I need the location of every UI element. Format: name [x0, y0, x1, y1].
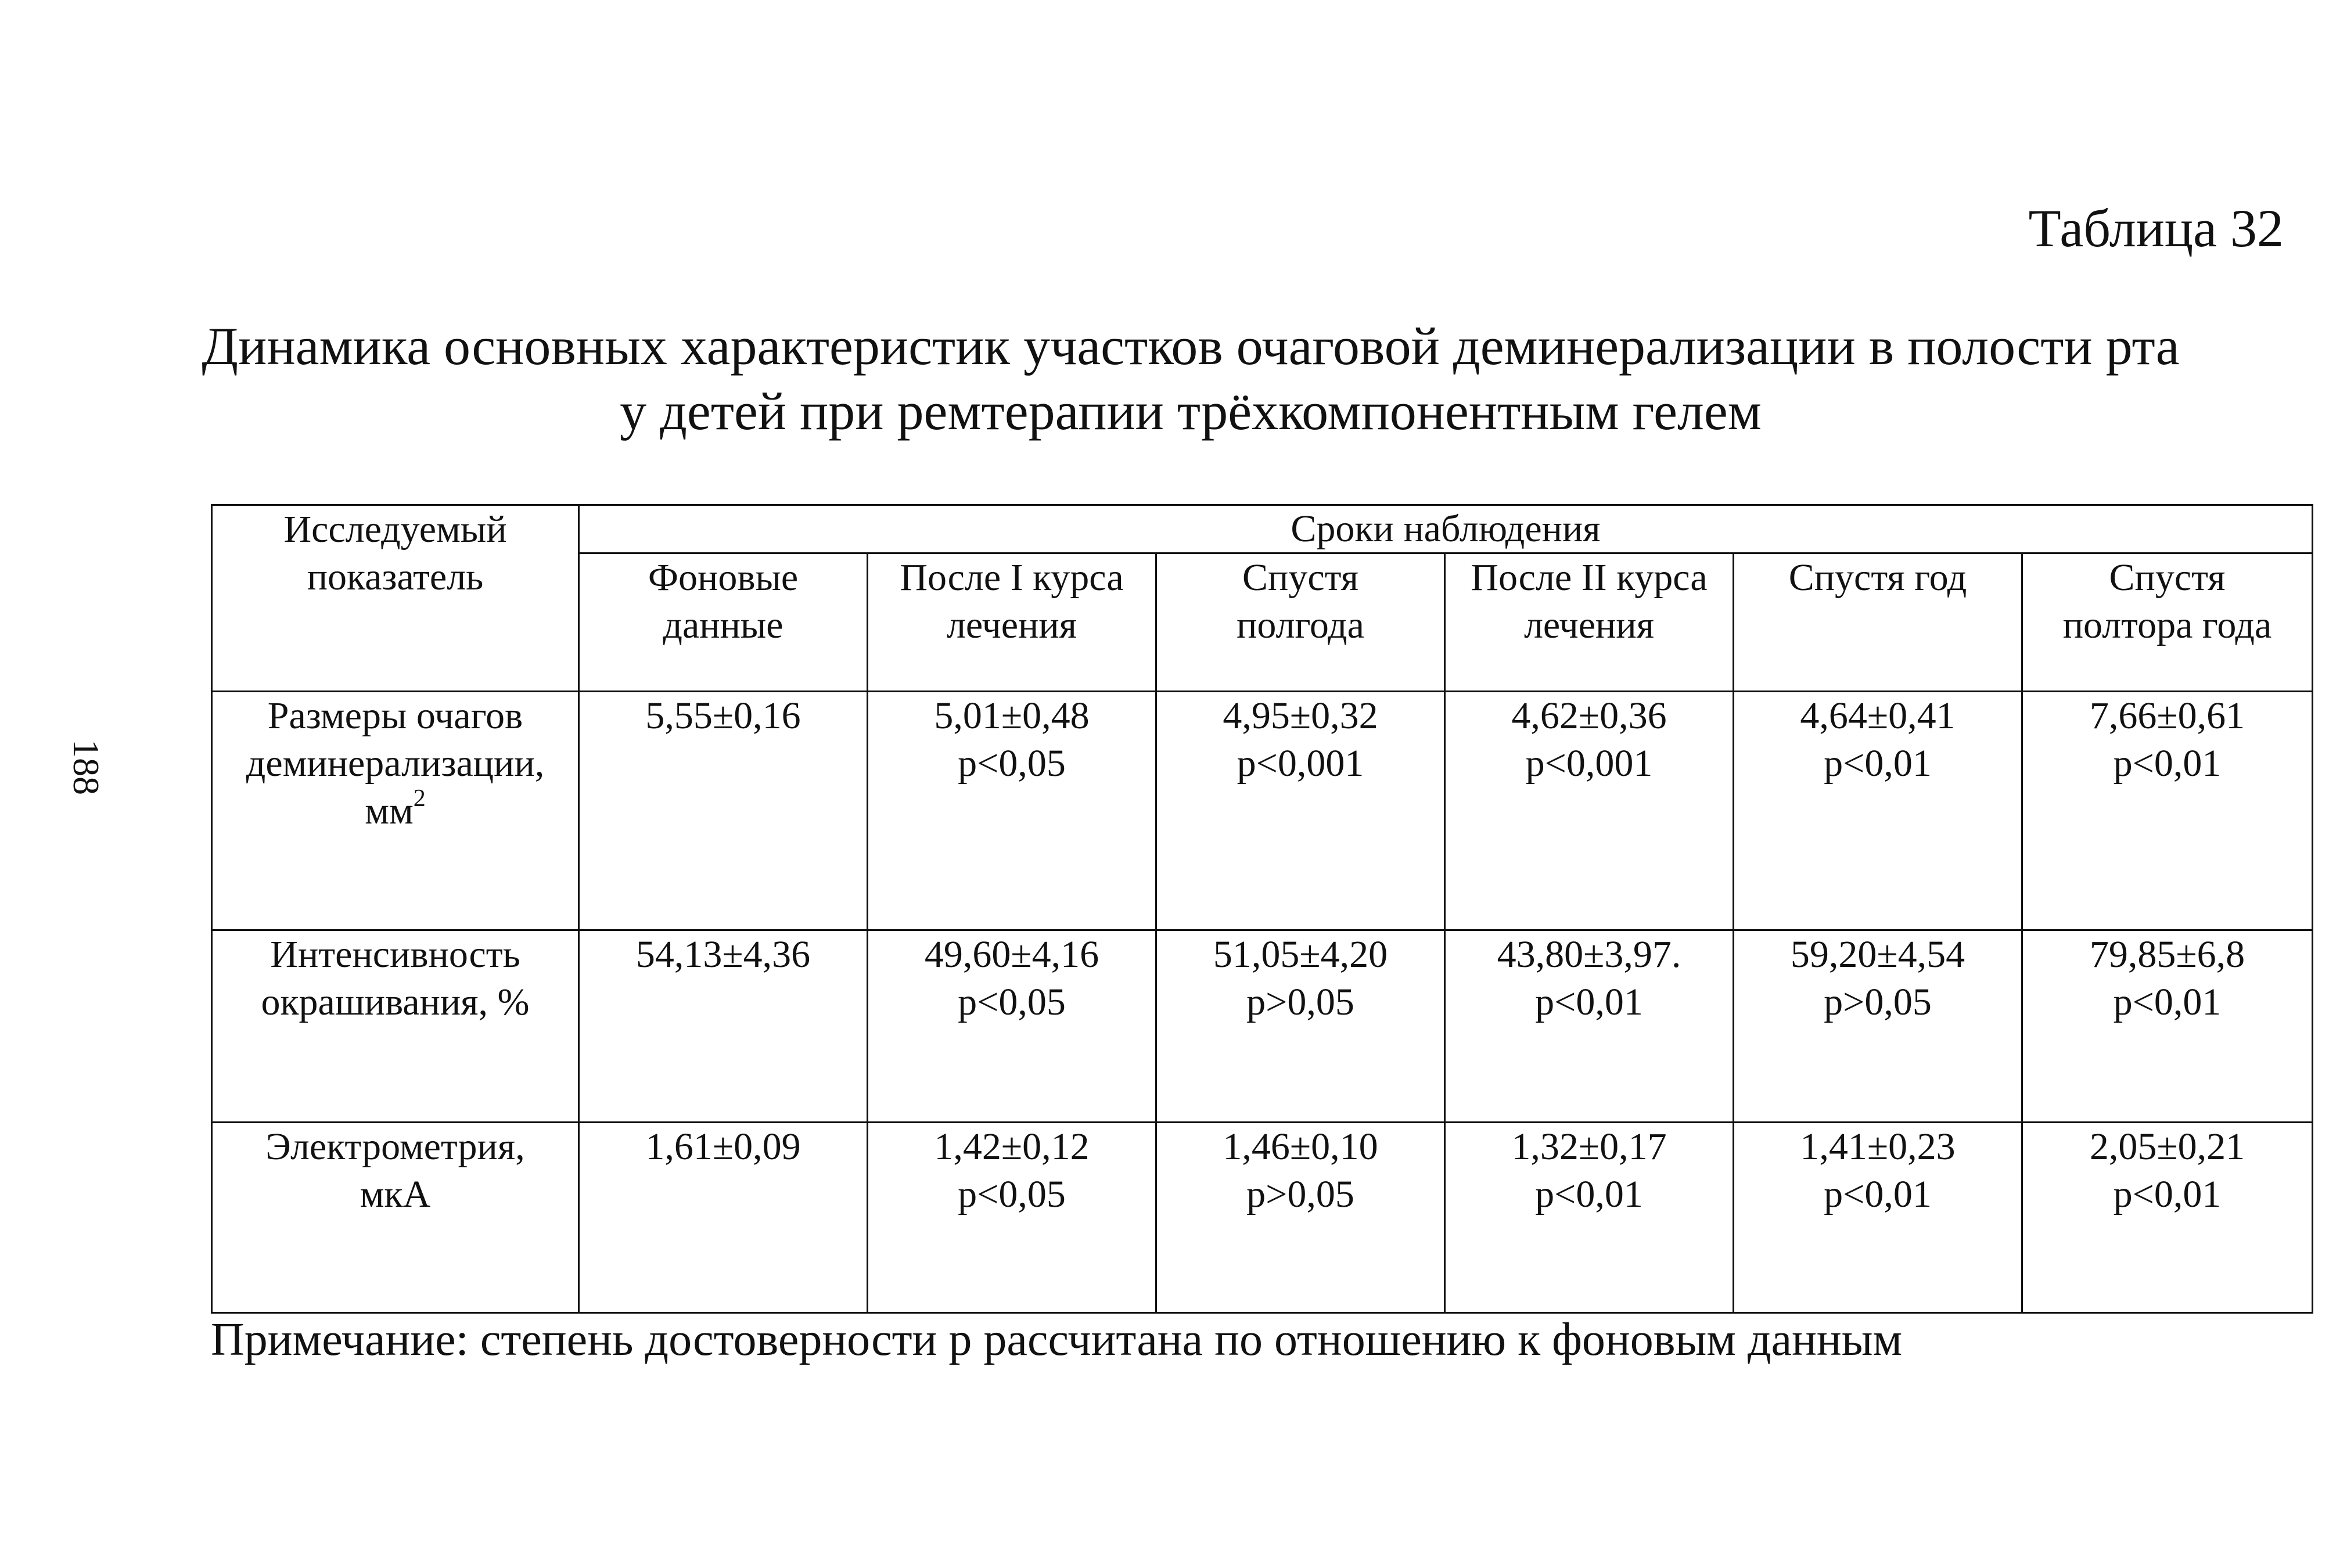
- table-footnote: Примечание: степень достоверности р рассчитана по отношению к фоновым данным: [211, 1314, 1903, 1365]
- value-sd: 6,8: [2197, 933, 2245, 976]
- plus-minus-sign: ±: [1001, 695, 1023, 737]
- value-mean: 54,13: [635, 933, 723, 976]
- value-cell: [2022, 1123, 2313, 1313]
- row-header-line-2: показатель: [307, 556, 484, 598]
- row-label-unit: [221, 787, 570, 835]
- p-value: p>0,05: [1246, 1173, 1354, 1215]
- plus-minus-sign: ±: [1299, 933, 1321, 976]
- row-label-line-2: мкА: [360, 1173, 431, 1215]
- value-sd: 4,36: [743, 933, 811, 976]
- unit-text: мм: [365, 790, 414, 832]
- value-sd: 3,97.: [1604, 933, 1681, 976]
- value-line: [1454, 692, 1724, 740]
- period-header: [1445, 553, 1734, 692]
- value-sd: 0,23: [1888, 1125, 1956, 1168]
- p-value: p<0,01: [2113, 981, 2222, 1023]
- plus-minus-sign: ±: [1877, 933, 1898, 976]
- plus-minus-sign: ±: [712, 1125, 734, 1168]
- value-cell: [2022, 930, 2313, 1123]
- plus-minus-sign: ±: [1867, 695, 1889, 737]
- value-line: [588, 1123, 858, 1171]
- data-table: [211, 504, 2313, 1314]
- value-sd: 4,54: [1897, 933, 1965, 976]
- value-cell: [868, 930, 1156, 1123]
- row-label-cell: [212, 692, 579, 930]
- value-mean: 1,46: [1223, 1125, 1290, 1168]
- period-header: [1156, 553, 1445, 692]
- value-mean: 4,64: [1800, 695, 1867, 737]
- group-header-cell: Сроки наблюдения: [579, 505, 2313, 553]
- period-header-line-2: полгода: [1237, 604, 1364, 646]
- p-value: p<0,01: [1824, 1173, 1932, 1215]
- value-line: [876, 692, 1147, 740]
- value-cell: [1734, 692, 2022, 930]
- value-cell: [1734, 1123, 2022, 1313]
- period-header-line-2: данные: [663, 604, 783, 646]
- value-sd: 0,10: [1311, 1125, 1378, 1168]
- value-line: [1165, 1123, 1436, 1171]
- value-line: [1742, 931, 2013, 979]
- value-mean: 1,32: [1511, 1125, 1579, 1168]
- p-value: p<0,05: [958, 981, 1066, 1023]
- plus-minus-sign: ±: [722, 933, 743, 976]
- row-header-cell: [212, 505, 579, 692]
- value-mean: 1,61: [645, 1125, 713, 1168]
- p-value: p<0,01: [2113, 1173, 2222, 1215]
- period-header: [1734, 553, 2022, 692]
- header-row-group: [212, 505, 2313, 553]
- value-line: [2031, 1123, 2303, 1171]
- plus-minus-sign: ±: [1867, 1125, 1889, 1168]
- p-value: p<0,05: [958, 742, 1066, 785]
- value-line: [1165, 931, 1436, 979]
- value-mean: 79,85: [2089, 933, 2176, 976]
- value-sd: 0,61: [2177, 695, 2245, 737]
- value-mean: 2,05: [2089, 1125, 2157, 1168]
- value-cell: [579, 1123, 868, 1313]
- plus-minus-sign: ±: [1011, 933, 1032, 976]
- value-mean: 1,42: [934, 1125, 1001, 1168]
- value-line: [2031, 692, 2303, 740]
- value-sd: 0,16: [734, 695, 801, 737]
- plus-minus-sign: ±: [1001, 1125, 1023, 1168]
- plus-minus-sign: ±: [2156, 695, 2178, 737]
- value-cell: [2022, 692, 2313, 930]
- value-line: [1742, 1123, 2013, 1171]
- table-title: [0, 314, 2347, 444]
- value-mean: 7,66: [2089, 695, 2157, 737]
- value-mean: 4,62: [1511, 695, 1579, 737]
- value-mean: 5,01: [934, 695, 1001, 737]
- value-cell: [1734, 930, 2022, 1123]
- value-sd: 0,36: [1600, 695, 1667, 737]
- row-label-cell: [212, 1123, 579, 1313]
- p-value: p>0,05: [1246, 981, 1354, 1023]
- value-line: [876, 931, 1147, 979]
- title-line-2: у детей при ремтерапии трёхкомпонентным гелем: [620, 382, 1762, 441]
- value-sd: 0,17: [1600, 1125, 1667, 1168]
- value-cell: [868, 692, 1156, 930]
- value-sd: 4,20: [1320, 933, 1388, 976]
- plus-minus-sign: ±: [712, 695, 734, 737]
- value-cell: [579, 930, 868, 1123]
- value-mean: 51,05: [1213, 933, 1300, 976]
- plus-minus-sign: ±: [1578, 1125, 1600, 1168]
- title-line-1: Динамика основных характеристик участков очаговой деминерализации в полости рта: [202, 317, 2180, 376]
- value-line: [1454, 1123, 1724, 1171]
- value-cell: [1445, 930, 1734, 1123]
- row-label-line-1: Электрометрия,: [265, 1125, 525, 1168]
- row-label-line-1: Размеры очагов: [267, 695, 523, 737]
- value-line: [588, 931, 858, 979]
- plus-minus-sign: ±: [1578, 695, 1600, 737]
- value-mean: 4,95: [1223, 695, 1290, 737]
- period-header-line-1: Спустя год: [1788, 556, 1967, 599]
- row-header-line-1: Исследуемый: [283, 508, 507, 551]
- unit-superscript: 2: [413, 785, 426, 812]
- period-header-line-2: лечения: [1523, 604, 1655, 646]
- p-value: p<0,01: [1535, 1173, 1643, 1215]
- value-line: [588, 692, 858, 740]
- p-value: p<0,01: [1824, 742, 1932, 785]
- table-row: [212, 930, 2313, 1123]
- plus-minus-sign: ±: [2176, 933, 2197, 976]
- value-mean: 5,55: [645, 695, 713, 737]
- p-value: p<0,001: [1237, 742, 1364, 785]
- period-header-line-1: Фоновые: [648, 556, 799, 599]
- p-value: p<0,05: [958, 1173, 1066, 1215]
- period-header-line-2: полтора года: [2062, 604, 2272, 646]
- row-label-cell: [212, 930, 579, 1123]
- page-number: 188: [66, 739, 107, 795]
- period-header-line-1: После I курса: [900, 556, 1124, 599]
- value-mean: 1,41: [1800, 1125, 1867, 1168]
- value-sd: 0,48: [1022, 695, 1090, 737]
- row-label-line-1: Интенсивность: [270, 933, 520, 976]
- p-value: p<0,01: [2113, 742, 2222, 785]
- value-sd: 0,41: [1888, 695, 1956, 737]
- value-line: [2031, 931, 2303, 979]
- p-value: p>0,05: [1824, 981, 1932, 1023]
- value-cell: [1156, 1123, 1445, 1313]
- value-sd: 0,09: [734, 1125, 801, 1168]
- value-cell: [579, 692, 868, 930]
- plus-minus-sign: ±: [1583, 933, 1605, 976]
- value-sd: 0,32: [1311, 695, 1378, 737]
- value-sd: 4,16: [1031, 933, 1099, 976]
- value-cell: [1156, 692, 1445, 930]
- value-line: [1742, 692, 2013, 740]
- plus-minus-sign: ±: [2156, 1125, 2178, 1168]
- value-line: [1454, 931, 1724, 979]
- value-mean: 43,80: [1497, 933, 1584, 976]
- row-label-line-2: окрашивания, %: [261, 981, 530, 1023]
- value-cell: [1445, 1123, 1734, 1313]
- p-value: p<0,01: [1535, 981, 1643, 1023]
- value-mean: 59,20: [1790, 933, 1877, 976]
- value-sd: 0,12: [1022, 1125, 1090, 1168]
- period-header: [868, 553, 1156, 692]
- value-line: [876, 1123, 1147, 1171]
- table-row: [212, 1123, 2313, 1313]
- period-header-line-2: лечения: [946, 604, 1077, 646]
- period-header: [2022, 553, 2313, 692]
- value-cell: [1156, 930, 1445, 1123]
- value-line: [1165, 692, 1436, 740]
- period-header-line-1: Спустя: [1242, 556, 1358, 599]
- table-caption: Таблица 32: [2028, 199, 2284, 258]
- row-label-line-2: деминерализации,: [246, 742, 545, 785]
- table-row: [212, 692, 2313, 930]
- period-header-line-1: Спустя: [2109, 556, 2226, 599]
- period-header-line-1: После II курса: [1471, 556, 1708, 599]
- value-mean: 49,60: [924, 933, 1011, 976]
- value-cell: [1445, 692, 1734, 930]
- value-cell: [868, 1123, 1156, 1313]
- plus-minus-sign: ±: [1289, 695, 1311, 737]
- period-header: [579, 553, 868, 692]
- p-value: p<0,001: [1525, 742, 1653, 785]
- plus-minus-sign: ±: [1289, 1125, 1311, 1168]
- value-sd: 0,21: [2177, 1125, 2245, 1168]
